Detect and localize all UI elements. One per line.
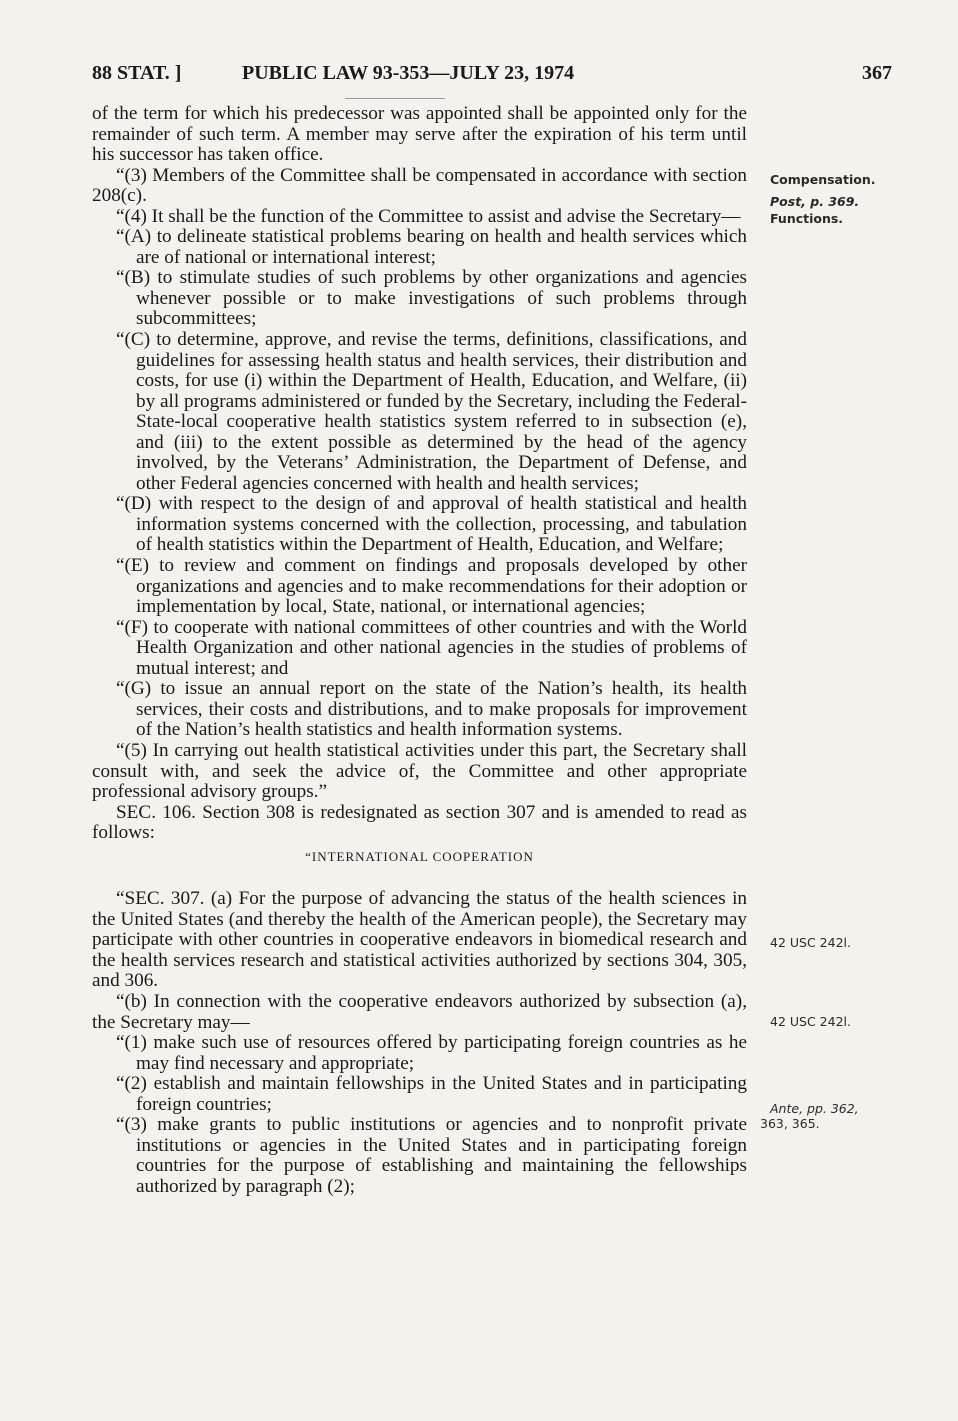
paragraph: “(1) make such use of resources offered by participating foreign countries as he may find necessary and appropriate; — [116, 1032, 747, 1074]
paragraph: “(A) to delineate statistical problems bearing on health and health services which are of national or international interest; — [116, 226, 747, 268]
running-header — [92, 62, 892, 86]
paragraph: “SEC. 307. (a) For the purpose of advancing the status of the health sciences in the United States (and thereby the health of the American people), the Secretary may participate with other countries in cooperative endeavors in biomedical research and the health services research and statistical activities authorized by sections 304, 305, and 306. — [92, 888, 747, 992]
body-text — [92, 104, 747, 1197]
paragraph: “(2) establish and maintain fellowships in the United States and in participating foreign countries; — [116, 1073, 747, 1115]
paragraph: “(5) In carrying out health statistical activities under this part, the Secretary shall consult with, and seek the advice of, the Committee and other appropriate professional advisory groups.” — [92, 739, 747, 803]
paragraph: SEC. 106. Section 308 is redesignated as section 307 and is amended to read as follows: — [92, 801, 747, 844]
paragraph: “(B) to stimulate studies of such problems by other organizations and agencies whenever possible or to make investigations of such problems through subcommittees; — [116, 267, 747, 330]
margin-note-functions: Functions. — [770, 211, 844, 226]
paragraph: “(4) It shall be the function of the Committee to assist and advise the Secretary— — [116, 205, 741, 227]
margin-note-usc-1: 42 USC 242l. — [770, 935, 851, 950]
stat-volume: 88 STAT. ] — [92, 62, 182, 84]
paragraph: of the term for which his predecessor was appointed shall be appointed only for the remainder of such term. A member may serve after the expiration of his term until his successor has taken office. — [92, 103, 747, 166]
page-number: 367 — [862, 62, 892, 84]
paragraph: “(G) to issue an annual report on the state of the Nation’s health, its health services, their costs and distributions, and to make proposals for improvement of the Nation’s health statistics and health information systems. — [116, 678, 747, 741]
header-rule — [345, 98, 445, 99]
paragraph: “(3) Members of the Committee shall be compensated in accordance with section 208(c). — [92, 164, 747, 207]
paragraph: “(b) In connection with the cooperative endeavors authorized by subsection (a), the Secretary may— — [92, 990, 747, 1033]
margin-note-ante-2: 363, 365. — [760, 1116, 820, 1131]
margin-note-ante-1: Ante, pp. 362, — [770, 1101, 859, 1116]
paragraph: “(3) make grants to public institutions or agencies and to nonprofit private institutions or agencies in the United States and in participating foreign countries for the purpose of establishing and maintaining the fellowships authorized by paragraph (2); — [116, 1114, 747, 1197]
section-heading: “INTERNATIONAL COOPERATION — [305, 848, 534, 864]
paragraph: “(C) to determine, approve, and revise the terms, definitions, classifications, and guidelines for assessing health status and health services, their distribution and costs, for use (i) within the Department of Health, Education, and Welfare, (ii) by all programs administered or funded by the Secretary, including the Federal-State-local cooperative health statistics system referred to in subsection (e), and (iii) to the extent possible as determined by the head of the agency involved, by the Veterans’ Administration, the Department of Defense, and other Federal agencies concerned with health and health services; — [116, 329, 747, 494]
margin-note-compensation: Compensation. — [770, 172, 876, 187]
margin-note-post: Post, p. 369. — [770, 194, 860, 209]
paragraph: “(F) to cooperate with national committees of other countries and with the World Health Organization and other national agencies in the studies of problems of mutual interest; and — [116, 616, 747, 679]
law-title: PUBLIC LAW 93-353—JULY 23, 1974 — [242, 62, 575, 84]
paragraph: “(D) with respect to the design of and approval of health statistical and health information systems concerned with the collection, processing, and tabulation of health statistics within the Department of Health, Education, and Welfare; — [116, 493, 747, 556]
margin-note-usc-2: 42 USC 242l. — [770, 1014, 851, 1029]
paragraph: “(E) to review and comment on findings and proposals developed by other organizations and agencies and to make recommendations for their adoption or implementation by local, State, national, or international agencies; — [116, 555, 747, 618]
